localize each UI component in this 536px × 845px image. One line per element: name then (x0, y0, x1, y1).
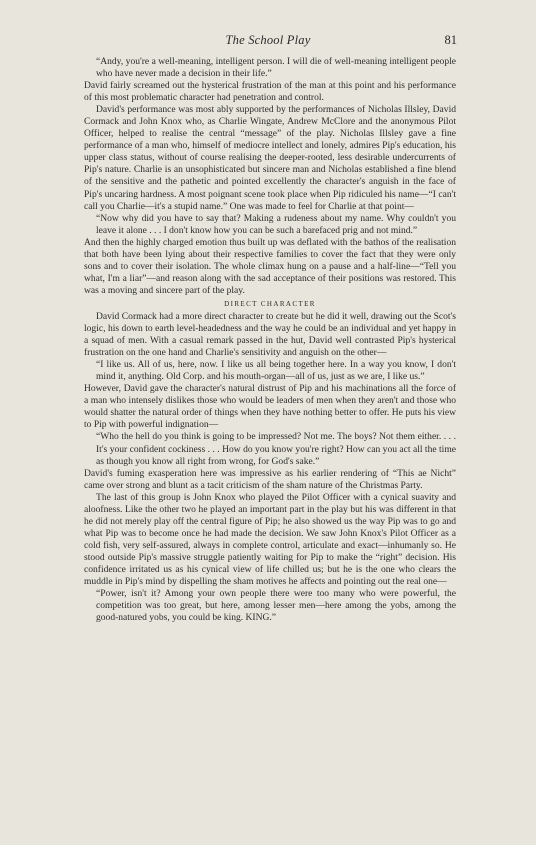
quote-block: “Now why did you have to say that? Making a rudeness about my name. Why couldn't you leave it alone . . . I don't know how you can be such a barefaced prig and not mind.” (96, 212, 456, 236)
page-number: 81 (444, 33, 457, 47)
quote-block: “Who the hell do you think is going to be impressed? Not me. The boys? Not them either. . . . It's your confident cockiness . . . How do you know you're right? How can you act all the time as though you know all right from wrong, for God's sake.” (96, 431, 456, 467)
quote-block: “I like us. All of us, here, now. I like us all being together here. In a way you know, I don't mind it, anything. Old Corp. and his mouth-organ—all of us, just as we are, I like us.” (96, 359, 456, 383)
article-body (84, 56, 456, 624)
section-heading: DIRECT CHARACTER (224, 299, 316, 308)
paragraph: David Cormack had a more direct character to create but he did it well, drawing out the Scot's logic, his down to earth level-headedness and the way he could be an individual and yet happy in a squad of men. With a casual remark passed in the hut, David well contrasted Pip's hysterical frustration on the one hand and Charlie's sensitivity and anguish on the other— (84, 310, 456, 359)
paragraph: And then the highly charged emotion thus built up was deflated with the bathos of the realisation that both have been lying about their respective families to cover the fact that they were only sons and to cover their isolation. The whole climax hung on a pause and a half-line—“Tell you what, I'm a liar”—and reason along with the sad acceptance of their positions was restored. This was a moving and sincere part of the play. (84, 236, 456, 296)
running-title: The School Play (225, 33, 311, 47)
paragraph: David's fuming exasperation here was impressive as his earlier rendering of “This ae Nicht” came over strong and blunt as a tacit criticism of the sham nature of the Christmas Party. (84, 467, 456, 491)
paragraph: However, David gave the character's natural distrust of Pip and his machinations all the force of a man who intensely dislikes those who would be leaders of men when they aren't and those who would shatter the natural order of things when they have nothing better to offer. He puts his view to Pip with powerful indignation— (84, 383, 456, 431)
paragraph: David fairly screamed out the hysterical frustration of the man at this point and his performance of this most problematic character had penetration and control. (84, 80, 456, 104)
quote-block: “Power, isn't it? Among your own people there were too many who were powerful, the competition was too great, but here, among lesser men—here among the yobs, among the good-natured yobs, you could be king. KING.” (96, 588, 456, 624)
running-head (0, 33, 536, 51)
paragraph: David's performance was most ably supported by the performances of Nicholas Illsley, David Cormack and John Knox who, as Charlie Wingate, Andrew McClore and the anonymous Pilot Officer, helped to realise the central “message” of the play. Nicholas Illsley gave a fine performance of a man who, himself of mediocre intellect and lonely, admires Pip's education, his upper class status, without of course realising the deeper-rooted, less desirable undercurrents of Pip's nature. Charlie is an unsophisticated but sincere man and Nicholas established a fine blend of the sensitive and the pathetic and pointed excellently the character's anguish in the face of Pip's uncaring hardness. A most poignant scene took place when Pip ridiculed his name—“I can't call you Charlie—it's a stupid name.” One was made to feel for Charlie at that point— (84, 104, 456, 212)
paragraph: The last of this group is John Knox who played the Pilot Officer with a cynical suavity and aloofness. Like the other two he played an important part in the play but his was different in that he did not merely play off the central figure of Pip; he also showed us the way Pip was to go and what Pip was to become once he had made the decision. We saw John Knox's Pilot Officer as a cold fish, very self-assured, always in complete control, articulate and exact—inhumanly so. He stood outside Pip's massive struggle patiently waiting for Pip to make the “right” decision. His confidence irritated us as his cynical view of life chilled us; but he is the one who clears the muddle in Pip's mind by dispelling the sham motives he affects and pointing out the real one— (84, 491, 456, 588)
quote-block: “Andy, you're a well-meaning, intelligent person. I will die of well-meaning intelligent people who have never made a decision in their life.” (96, 56, 456, 80)
